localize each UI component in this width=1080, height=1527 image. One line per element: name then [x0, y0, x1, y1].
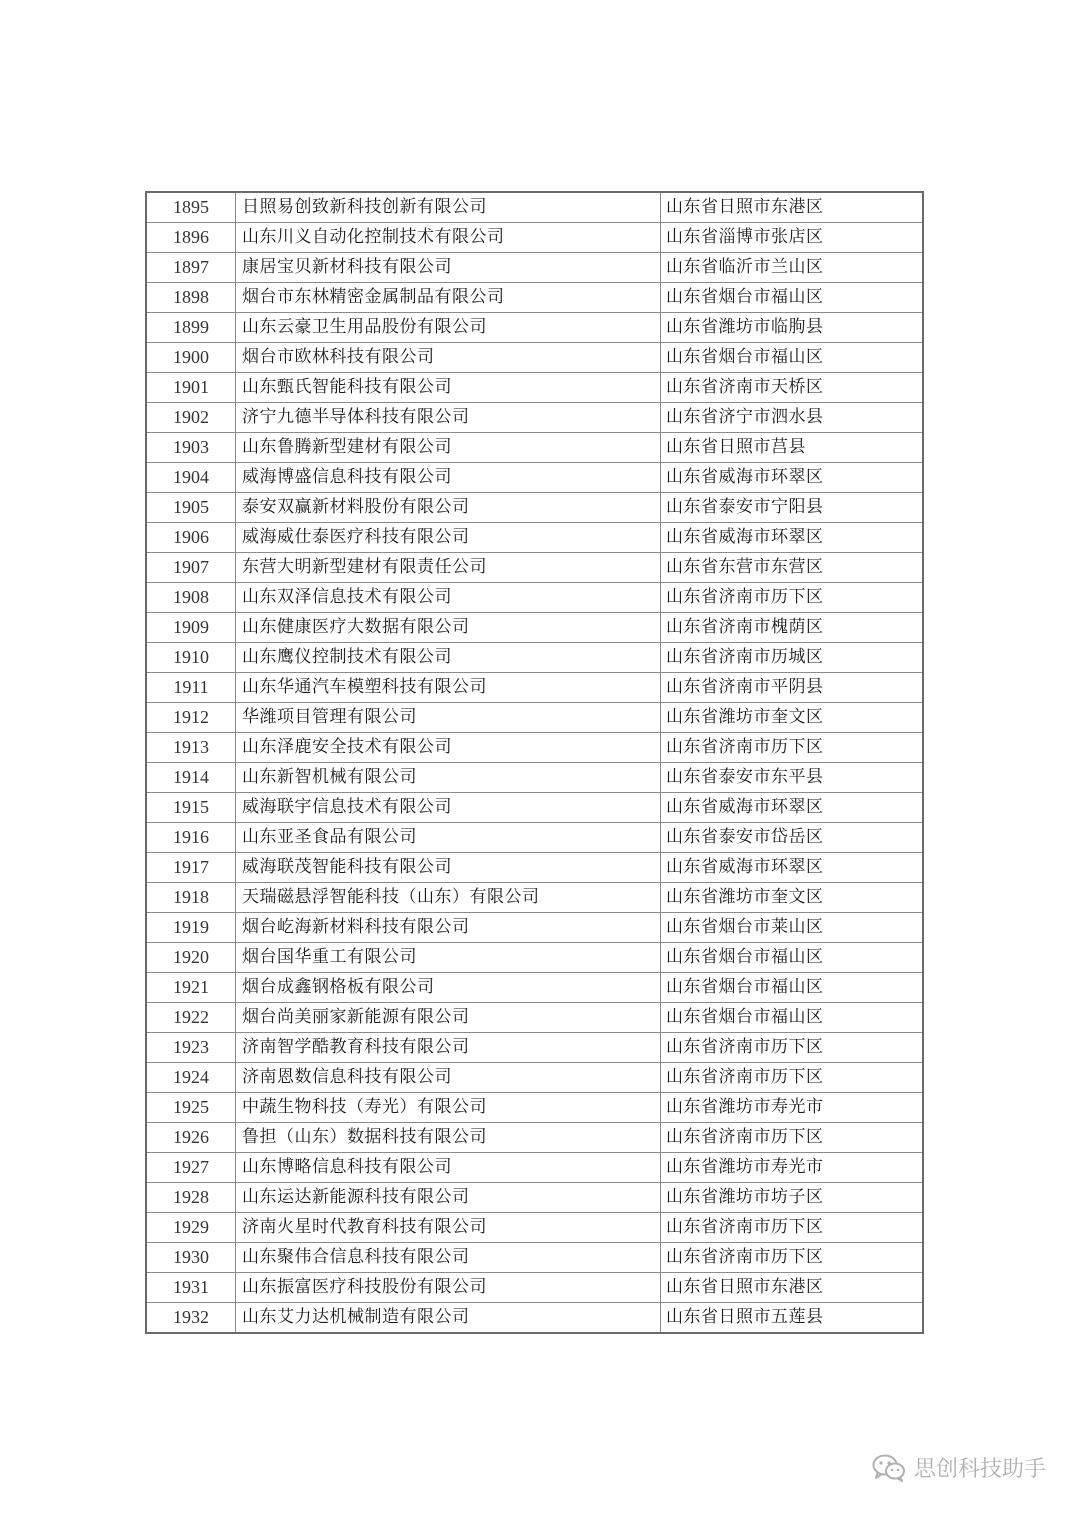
row-number: 1920 [146, 943, 236, 973]
row-number: 1896 [146, 223, 236, 253]
table-row [146, 1243, 923, 1273]
company-location: 山东省潍坊市奎文区 [661, 883, 924, 913]
company-name: 山东云豪卫生用品股份有限公司 [236, 313, 661, 343]
table-row [146, 703, 923, 733]
company-name: 东营大明新型建材有限责任公司 [236, 553, 661, 583]
company-location: 山东省淄博市张店区 [661, 223, 924, 253]
table-row [146, 553, 923, 583]
row-number: 1900 [146, 343, 236, 373]
company-name: 烟台国华重工有限公司 [236, 943, 661, 973]
company-name: 泰安双赢新材料股份有限公司 [236, 493, 661, 523]
company-location: 山东省潍坊市奎文区 [661, 703, 924, 733]
table-row [146, 733, 923, 763]
company-location: 山东省济南市历下区 [661, 1033, 924, 1063]
company-location: 山东省济南市天桥区 [661, 373, 924, 403]
company-name: 烟台成鑫钢格板有限公司 [236, 973, 661, 1003]
company-location: 山东省济南市槐荫区 [661, 613, 924, 643]
row-number: 1924 [146, 1063, 236, 1093]
row-number: 1923 [146, 1033, 236, 1063]
row-number: 1927 [146, 1153, 236, 1183]
row-number: 1917 [146, 853, 236, 883]
company-location: 山东省济南市历下区 [661, 1123, 924, 1153]
company-name: 威海联宇信息技术有限公司 [236, 793, 661, 823]
company-location: 山东省威海市环翠区 [661, 793, 924, 823]
row-number: 1907 [146, 553, 236, 583]
company-name: 山东泽鹿安全技术有限公司 [236, 733, 661, 763]
company-name: 山东新智机械有限公司 [236, 763, 661, 793]
row-number: 1932 [146, 1303, 236, 1334]
table-row [146, 913, 923, 943]
company-location: 山东省济南市历下区 [661, 583, 924, 613]
table-row [146, 313, 923, 343]
company-name: 威海威仕泰医疗科技有限公司 [236, 523, 661, 553]
table-row [146, 343, 923, 373]
row-number: 1913 [146, 733, 236, 763]
company-name: 山东振富医疗科技股份有限公司 [236, 1273, 661, 1303]
table-row [146, 1183, 923, 1213]
row-number: 1911 [146, 673, 236, 703]
company-name: 威海博盛信息科技有限公司 [236, 463, 661, 493]
table-row [146, 1123, 923, 1153]
company-location: 山东省日照市五莲县 [661, 1303, 924, 1334]
company-location: 山东省烟台市福山区 [661, 973, 924, 1003]
table-row [146, 253, 923, 283]
row-number: 1912 [146, 703, 236, 733]
company-name: 济南智学酷教育科技有限公司 [236, 1033, 661, 1063]
table-row [146, 1303, 923, 1334]
company-name: 鲁担（山东）数据科技有限公司 [236, 1123, 661, 1153]
table-row [146, 523, 923, 553]
company-location: 山东省潍坊市临朐县 [661, 313, 924, 343]
row-number: 1930 [146, 1243, 236, 1273]
company-name: 山东艾力达机械制造有限公司 [236, 1303, 661, 1334]
table-row [146, 192, 923, 223]
company-location: 山东省潍坊市寿光市 [661, 1093, 924, 1123]
company-location: 山东省济宁市泗水县 [661, 403, 924, 433]
company-name: 天瑞磁悬浮智能科技（山东）有限公司 [236, 883, 661, 913]
row-number: 1895 [146, 192, 236, 223]
table-row [146, 763, 923, 793]
company-location: 山东省潍坊市坊子区 [661, 1183, 924, 1213]
company-location: 山东省烟台市福山区 [661, 283, 924, 313]
row-number: 1926 [146, 1123, 236, 1153]
row-number: 1897 [146, 253, 236, 283]
table-row [146, 643, 923, 673]
row-number: 1904 [146, 463, 236, 493]
company-location: 山东省济南市历下区 [661, 1243, 924, 1273]
company-location: 山东省烟台市福山区 [661, 1003, 924, 1033]
table-row [146, 673, 923, 703]
company-name: 山东川义自动化控制技术有限公司 [236, 223, 661, 253]
table-row [146, 853, 923, 883]
row-number: 1928 [146, 1183, 236, 1213]
table-row [146, 823, 923, 853]
company-location: 山东省济南市历下区 [661, 1213, 924, 1243]
company-location: 山东省泰安市岱岳区 [661, 823, 924, 853]
company-name: 山东双泽信息技术有限公司 [236, 583, 661, 613]
company-location: 山东省东营市东营区 [661, 553, 924, 583]
row-number: 1903 [146, 433, 236, 463]
table-row [146, 793, 923, 823]
company-name: 华潍项目管理有限公司 [236, 703, 661, 733]
row-number: 1921 [146, 973, 236, 1003]
company-name: 烟台屹海新材料科技有限公司 [236, 913, 661, 943]
company-location: 山东省潍坊市寿光市 [661, 1153, 924, 1183]
table-row [146, 283, 923, 313]
row-number: 1905 [146, 493, 236, 523]
table-row [146, 943, 923, 973]
company-name: 山东博略信息科技有限公司 [236, 1153, 661, 1183]
table-row [146, 613, 923, 643]
row-number: 1916 [146, 823, 236, 853]
row-number: 1925 [146, 1093, 236, 1123]
company-location: 山东省威海市环翠区 [661, 853, 924, 883]
table-row [146, 1003, 923, 1033]
company-name: 康居宝贝新材科技有限公司 [236, 253, 661, 283]
table-row [146, 1213, 923, 1243]
table-row [146, 403, 923, 433]
company-name: 烟台市欧林科技有限公司 [236, 343, 661, 373]
row-number: 1931 [146, 1273, 236, 1303]
company-name: 山东聚伟合信息科技有限公司 [236, 1243, 661, 1273]
row-number: 1906 [146, 523, 236, 553]
company-name: 济南火星时代教育科技有限公司 [236, 1213, 661, 1243]
company-name: 烟台尚美丽家新能源有限公司 [236, 1003, 661, 1033]
watermark-text: 思创科技助手 [913, 1457, 1046, 1482]
company-name: 山东鲁腾新型建材有限公司 [236, 433, 661, 463]
row-number: 1909 [146, 613, 236, 643]
company-location: 山东省烟台市福山区 [661, 943, 924, 973]
company-location: 山东省日照市东港区 [661, 1273, 924, 1303]
company-name: 日照易创致新科技创新有限公司 [236, 192, 661, 223]
company-name: 山东亚圣食品有限公司 [236, 823, 661, 853]
row-number: 1901 [146, 373, 236, 403]
row-number: 1899 [146, 313, 236, 343]
company-name: 济宁九德半导体科技有限公司 [236, 403, 661, 433]
company-location: 山东省临沂市兰山区 [661, 253, 924, 283]
row-number: 1898 [146, 283, 236, 313]
company-location: 山东省泰安市东平县 [661, 763, 924, 793]
company-name: 山东鹰仪控制技术有限公司 [236, 643, 661, 673]
table-row [146, 223, 923, 253]
company-name: 山东甄氏智能科技有限公司 [236, 373, 661, 403]
company-location: 山东省日照市莒县 [661, 433, 924, 463]
table-row [146, 583, 923, 613]
table-row [146, 463, 923, 493]
watermark [872, 1452, 1046, 1483]
company-name: 山东健康医疗大数据有限公司 [236, 613, 661, 643]
company-name: 山东运达新能源科技有限公司 [236, 1183, 661, 1213]
row-number: 1919 [146, 913, 236, 943]
table-row [146, 493, 923, 523]
wechat-icon [872, 1454, 906, 1482]
company-name: 中蔬生物科技（寿光）有限公司 [236, 1093, 661, 1123]
table-row [146, 1033, 923, 1063]
company-location: 山东省威海市环翠区 [661, 523, 924, 553]
company-location: 山东省济南市历下区 [661, 1063, 924, 1093]
company-location: 山东省泰安市宁阳县 [661, 493, 924, 523]
company-name: 山东华通汽车模塑科技有限公司 [236, 673, 661, 703]
company-location: 山东省烟台市福山区 [661, 343, 924, 373]
table-row [146, 373, 923, 403]
company-name: 威海联茂智能科技有限公司 [236, 853, 661, 883]
table-body [146, 192, 923, 1333]
company-location: 山东省济南市历下区 [661, 733, 924, 763]
table-row [146, 1273, 923, 1303]
table-row [146, 1063, 923, 1093]
row-number: 1922 [146, 1003, 236, 1033]
table-row [146, 973, 923, 1003]
table-row [146, 1093, 923, 1123]
row-number: 1908 [146, 583, 236, 613]
company-list-table [145, 191, 924, 1334]
row-number: 1918 [146, 883, 236, 913]
row-number: 1929 [146, 1213, 236, 1243]
company-name: 烟台市东林精密金属制品有限公司 [236, 283, 661, 313]
company-name: 济南恩数信息科技有限公司 [236, 1063, 661, 1093]
row-number: 1914 [146, 763, 236, 793]
row-number: 1910 [146, 643, 236, 673]
company-location: 山东省济南市历城区 [661, 643, 924, 673]
company-location: 山东省烟台市莱山区 [661, 913, 924, 943]
table-row [146, 883, 923, 913]
table-row [146, 433, 923, 463]
row-number: 1915 [146, 793, 236, 823]
row-number: 1902 [146, 403, 236, 433]
company-location: 山东省威海市环翠区 [661, 463, 924, 493]
company-location: 山东省日照市东港区 [661, 192, 924, 223]
company-location: 山东省济南市平阴县 [661, 673, 924, 703]
table-row [146, 1153, 923, 1183]
